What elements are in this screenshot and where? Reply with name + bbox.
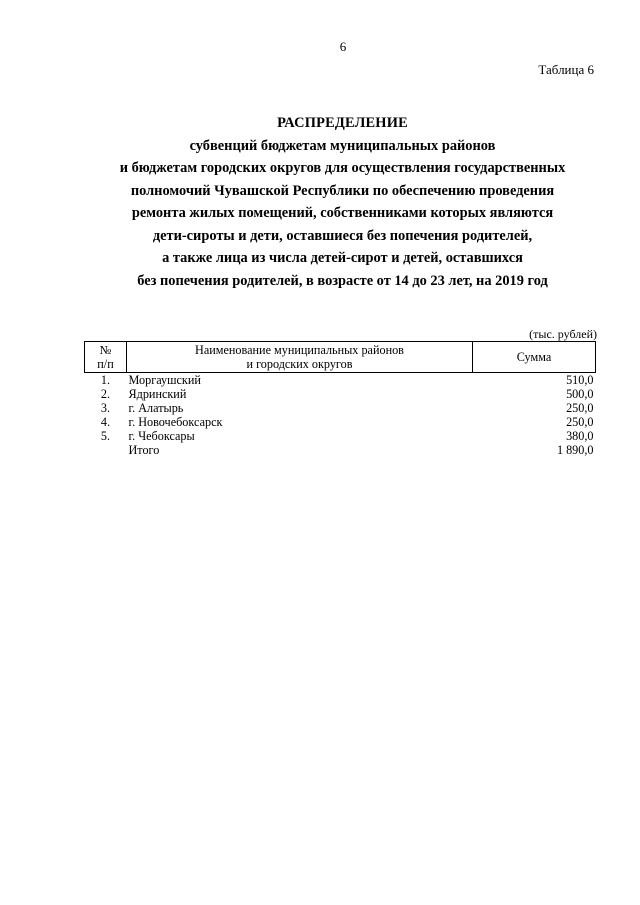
row-name: г. Алатырь [128, 401, 184, 415]
row-num: 2. [100, 387, 111, 401]
row-num: 4. [100, 415, 111, 429]
total-sum: 1 890,0 [556, 443, 594, 457]
row-name: Ядринский [128, 387, 187, 401]
header-num [85, 342, 127, 373]
table-total-row [85, 443, 596, 457]
row-num: 3. [100, 401, 111, 415]
table-caption: Таблица 6 [538, 62, 594, 77]
table-row [85, 387, 596, 401]
row-sum: 380,0 [566, 429, 594, 443]
table-row [85, 429, 596, 443]
row-sum: 250,0 [566, 401, 594, 415]
table-row [85, 401, 596, 415]
row-name: г. Чебоксары [128, 429, 195, 443]
row-name: Моргаушский [128, 373, 201, 387]
title-line: субвенций бюджетам муниципальных районов [189, 137, 496, 154]
row-sum: 250,0 [566, 415, 594, 429]
distribution-table [84, 341, 596, 457]
row-name: г. Новочебоксарск [128, 415, 223, 429]
header-sum: Сумма [473, 342, 596, 373]
header-num-line2: п/п [97, 357, 114, 371]
title-line: без попечения родителей, в возрасте от 14 до 23 лет, на 2019 год [137, 272, 548, 289]
document-title [60, 112, 625, 292]
header-num-line1: № [99, 343, 112, 357]
title-main: РАСПРЕДЕЛЕНИЕ [277, 115, 408, 131]
table-row [85, 373, 596, 388]
row-num: 5. [100, 429, 111, 443]
header-name-line2: и городских округов [246, 357, 353, 371]
title-line: полномочий Чувашской Республики по обеспечению проведения [130, 182, 555, 199]
total-num [85, 443, 127, 457]
total-label: Итого [128, 443, 160, 457]
page-number: 6 [339, 39, 347, 54]
header-name [127, 342, 473, 373]
title-line: дети-сироты и дети, оставшиеся без попечения родителей, [152, 227, 533, 244]
table-row [85, 415, 596, 429]
units-label: (тыс. рублей) [529, 327, 597, 341]
title-line: ремонта жилых помещений, собственниками которых являются [131, 205, 554, 221]
header-name-line1: Наименование муниципальных районов [195, 343, 404, 357]
title-line: и бюджетам городских округов для осуществления государственных [119, 160, 566, 176]
row-sum: 500,0 [566, 387, 594, 401]
row-sum: 510,0 [566, 373, 594, 387]
table-header-row [85, 342, 596, 373]
row-num: 1. [100, 373, 111, 387]
title-line: а также лица из числа детей-сирот и детей, оставшихся [162, 250, 523, 266]
